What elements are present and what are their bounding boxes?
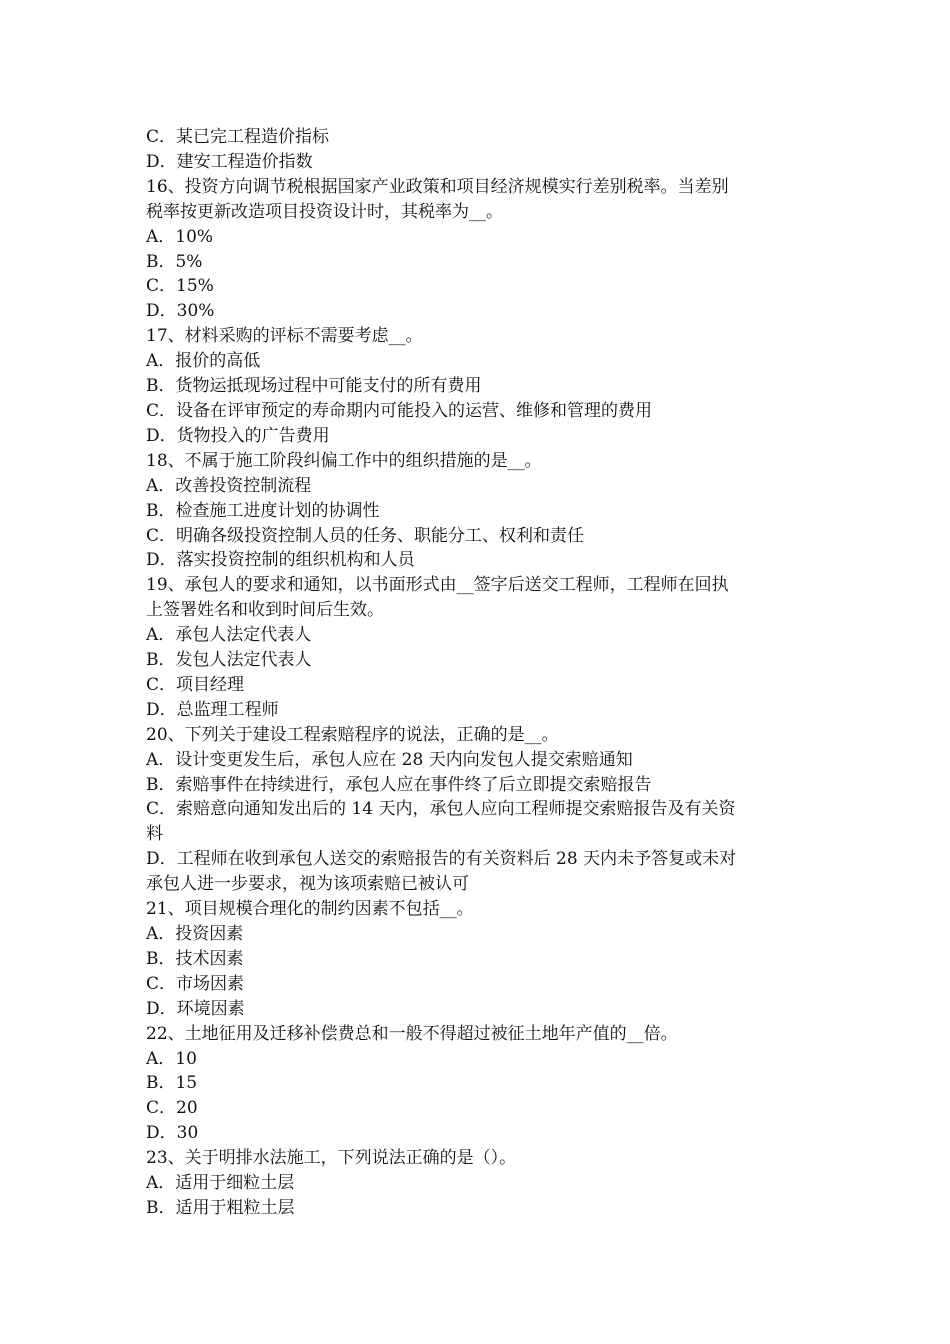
option-line: C．项目经理 xyxy=(146,674,245,695)
option-line: B．技术因素 xyxy=(146,948,244,969)
question-text-line: 18、不属于施工阶段纠偏工作中的组织措施的是__。 xyxy=(146,450,542,471)
option-line: A．10 xyxy=(146,1048,197,1069)
option-line: A．承包人法定代表人 xyxy=(146,625,312,646)
document-body xyxy=(146,125,810,1221)
option-line: B．索赔事件在持续进行，承包人应在事件终了后立即提交索赔报告 xyxy=(146,774,652,795)
option-line: A．10% xyxy=(146,226,214,247)
option-line: A．适用于细粒土层 xyxy=(146,1173,295,1194)
option-line: A．设计变更发生后，承包人应在 28 天内向发包人提交索赔通知 xyxy=(146,749,633,770)
option-line: B．货物运抵现场过程中可能支付的所有费用 xyxy=(146,376,482,397)
option-line: C．索赔意向通知发出后的 14 天内，承包人应向工程师提交索赔报告及有关资 xyxy=(146,799,736,820)
option-line: A．报价的高低 xyxy=(146,351,261,372)
option-line: D．货物投入的广告费用 xyxy=(146,425,330,446)
question-text-line: 上签署姓名和收到时间后生效。 xyxy=(146,600,384,621)
question-text-line: 料 xyxy=(146,824,163,845)
option-line: B．适用于粗粒土层 xyxy=(146,1197,295,1218)
option-line: A．改善投资控制流程 xyxy=(146,475,312,496)
option-line: C．市场因素 xyxy=(146,973,245,994)
question-text-line: 19、承包人的要求和通知，以书面形式由__签字后送交工程师，工程师在回执 xyxy=(146,575,729,596)
option-line: C．某已完工程造价指标 xyxy=(146,127,330,147)
option-line: C．20 xyxy=(146,1098,198,1119)
option-line: A．投资因素 xyxy=(146,924,244,944)
option-line: C．明确各级投资控制人员的任务、职能分工、权利和责任 xyxy=(146,525,585,546)
option-line: D．30 xyxy=(146,1123,199,1144)
option-line: D．工程师在收到承包人送交的索赔报告的有关资料后 28 天内未予答复或未对 xyxy=(146,849,737,870)
option-line: B．检查施工进度计划的协调性 xyxy=(146,500,380,521)
question-text-line: 税率按更新改造项目投资设计时，其税率为__。 xyxy=(146,201,503,222)
question-text-line: 20、下列关于建设工程索赔程序的说法，正确的是__。 xyxy=(146,724,559,745)
question-text-line: 23、关于明排水法施工，下列说法正确的是（）。 xyxy=(146,1148,517,1169)
option-line: D．总监理工程师 xyxy=(146,699,279,720)
question-text-line: 22、土地征用及迁移补偿费总和一般不得超过被征土地年产值的__倍。 xyxy=(146,1023,678,1044)
option-line: D．建安工程造价指数 xyxy=(146,151,313,172)
option-line: C．设备在评审预定的寿命期内可能投入的运营、维修和管理的费用 xyxy=(146,400,653,421)
question-text-line: 16、投资方向调节税根据国家产业政策和项目经济规模实行差别税率。当差别 xyxy=(146,176,729,197)
option-line: D．落实投资控制的组织机构和人员 xyxy=(146,550,415,571)
option-line: B．5% xyxy=(146,251,203,272)
question-text-line: 21、项目规模合理化的制约因素不包括__。 xyxy=(146,899,474,920)
option-line: D．环境因素 xyxy=(146,998,245,1019)
option-line: B．15 xyxy=(146,1073,198,1094)
option-line: B．发包人法定代表人 xyxy=(146,650,312,671)
question-text-line: 17、材料采购的评标不需要考虑__。 xyxy=(146,326,423,347)
option-line: C．15% xyxy=(146,276,214,297)
option-line: D．30% xyxy=(146,301,215,322)
question-text-line: 承包人进一步要求，视为该项索赔已被认可 xyxy=(146,874,469,895)
